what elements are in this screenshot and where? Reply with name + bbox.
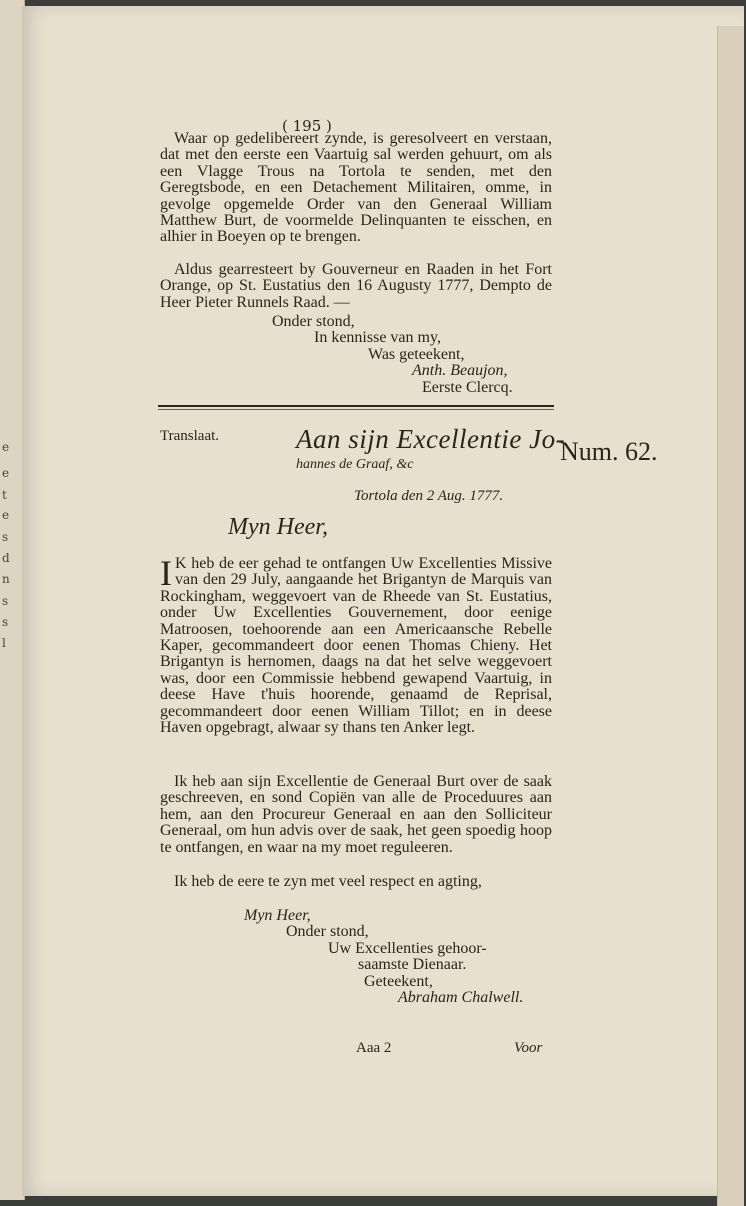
edge-letter: e <box>2 440 10 454</box>
geteekent: Geteekent, <box>364 973 433 990</box>
section-rule <box>158 405 554 407</box>
edge-letter: s <box>2 594 9 608</box>
edge-letter: d <box>2 551 10 565</box>
closing-line-1: Uw Excellenties gehoor- <box>328 940 487 957</box>
onder-stond-2: Onder stond, <box>286 923 369 940</box>
edge-letter: t <box>2 488 7 502</box>
edge-letter: l <box>2 636 6 650</box>
in-kennisse: In kennisse van my, <box>314 329 441 346</box>
paragraph-arrest: Aldus gearresteert by Gouverneur en Raaden in het Fort Orange, op St. Eustatius den 16 Augusty 1777, Dempto de Heer Pieter Runnels Raad. — <box>160 261 552 311</box>
signatory-beaujon: Anth. Beaujon, <box>412 362 508 379</box>
signature-mark: Aaa 2 <box>356 1040 392 1056</box>
translaat-label: Translaat. <box>160 428 220 444</box>
address-line-2: hannes de Graaf, &c <box>296 457 414 472</box>
paragraph-resolution: Waar op gedelibereert zynde, is geresolveert en verstaan, dat met den eerste een Vaartuig sal werden gehuurt, om als een Vlagge Trous na Tortola te senden, met den Geregtsbode, en een Detachement Militairen, omme, in gevolge opgemelde Order van den Generaal William Matthew Burt, de voormelde Delinquanten te eisschen, en alhier in Boeyen op te brengen. <box>160 130 552 246</box>
closing-myn-heer: Myn Heer, <box>244 907 311 924</box>
edge-letter: e <box>2 508 10 522</box>
edge-letter: e <box>2 466 10 480</box>
catchword: Voor <box>514 1040 543 1056</box>
drop-cap: I <box>160 553 172 593</box>
section-rule-thin <box>158 409 554 410</box>
edge-letter: s <box>2 530 9 544</box>
letter-paragraph-1 <box>160 553 552 737</box>
document-number: Num. 62. <box>560 437 658 466</box>
address-line-1: Aan sijn Excellentie Jo- <box>296 424 566 454</box>
letter-paragraph-2: Ik heb aan sijn Excellentie de Generaal Burt over de saak geschreeven, en sond Copiën van alle de Proceduures aan hem, aan den Procureur Generaal en aan den Solliciteur Generaal, om hun advis over de saak, het geen spoedig hoop te ontfangen, en waar na my moet reguleeren. <box>160 773 552 856</box>
page-number: ( 195 ) <box>282 117 332 135</box>
edge-letter: s <box>2 615 9 629</box>
letter-paragraph-3: Ik heb de eere te zyn met veel respect en agting, <box>174 873 482 890</box>
page-fore-edge <box>717 26 744 1206</box>
letter-salutation: Myn Heer, <box>228 514 328 540</box>
letter-paragraph-1-text: K heb de eer gehad te ontfangen Uw Excellenties Missive van den 29 July, aangaande het Brigantyn de Marquis van Rockingham, weggevoert van de Rheede van St. Eustatius, onder Uw Excellenties Gouvernement, door eenige Matroosen, toehoorende aan een Americaansche Rebelle Kaper, gecommandeert door eenen Thomas Chieny. Het Brigantyn is hernomen, daags na dat het selve weggevoert was, door een Commissie hebbend gewapend Vaartuig, in deese Have t'huis hoorende, genaamd de Reprisal, gecommandeert door eenen William Tillot; en in deese Haven opgebragt, alwaar sy thans ten Anker legt. <box>160 555 552 737</box>
edge-letter: n <box>2 572 10 586</box>
onder-stond-1: Onder stond, <box>272 313 355 330</box>
signatory-chalwell: Abraham Chalwell. <box>398 989 524 1006</box>
was-geteekent: Was geteekent, <box>368 346 465 363</box>
closing-line-2: saamste Dienaar. <box>358 956 467 973</box>
signatory-title: Eerste Clercq. <box>422 379 513 396</box>
letter-dateline: Tortola den 2 Aug. 1777. <box>354 488 504 504</box>
